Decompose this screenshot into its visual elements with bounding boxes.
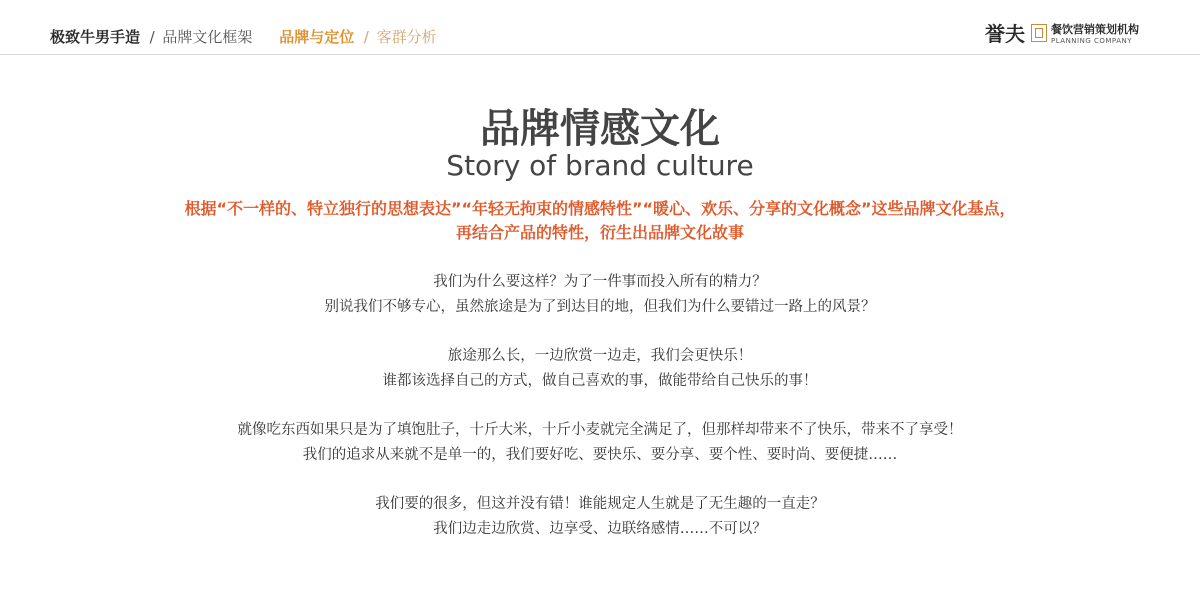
story-line: 旅途那么长，一边欣赏一边走，我们会更快乐！ bbox=[447, 348, 753, 364]
intro-line: 根据“不一样的、特立独行的思想表达”“年轻无拘束的情感特性”“暖心、欢乐、分享的文化概念”这些品牌文化基点， bbox=[184, 199, 1016, 218]
company-logo bbox=[985, 20, 1155, 50]
page-subtitle: Story of brand culture bbox=[446, 149, 754, 182]
breadcrumb bbox=[50, 27, 437, 47]
brand-name[interactable]: 极致牛男手造 bbox=[50, 28, 141, 46]
story-line: 我们为什么要这样？为了一件事而投入所有的精力？ bbox=[433, 274, 767, 290]
story-line: 我们的追求从来就不是单一的，我们要好吃、要快乐、要分享、要个性、要时尚、要便捷…… bbox=[302, 447, 898, 463]
breadcrumb-separator: / bbox=[149, 28, 155, 46]
story-line: 别说我们不够专心，虽然旅途是为了到达目的地，但我们为什么要错过一路上的风景？ bbox=[324, 299, 876, 315]
page-title: 品牌情感文化 bbox=[480, 106, 720, 152]
breadcrumb-section[interactable]: 品牌文化框架 bbox=[162, 28, 253, 46]
logo-seal-icon bbox=[1031, 24, 1047, 42]
story-paragraph bbox=[0, 492, 1200, 542]
story-paragraph bbox=[0, 270, 1200, 320]
logo-mark: 誉夫 bbox=[985, 22, 1025, 46]
story-line: 谁都该选择自己的方式，做自己喜欢的事，做能带给自己快乐的事！ bbox=[382, 373, 818, 389]
story-paragraph bbox=[0, 418, 1200, 468]
story-line: 我们要的很多，但这并没有错！谁能规定人生就是了无生趣的一直走？ bbox=[375, 496, 825, 512]
story-line: 就像吃东西如果只是为了填饱肚子，十斤大米，十斤小麦就完全满足了，但那样却带来不了快乐，带来不了享受！ bbox=[237, 422, 963, 438]
tab-customer-analysis[interactable]: 客群分析 bbox=[376, 28, 437, 46]
story-paragraph bbox=[0, 344, 1200, 394]
story-body bbox=[0, 270, 1200, 566]
logo-chinese-text: 餐饮营销策划机构 bbox=[1051, 23, 1139, 36]
logo-english-text: PLANNING COMPANY bbox=[1051, 37, 1133, 45]
intro-statement bbox=[0, 197, 1200, 245]
tab-brand-positioning[interactable]: 品牌与定位 bbox=[279, 28, 355, 46]
header-divider bbox=[0, 54, 1200, 55]
story-line: 我们边走边欣赏、边享受、边联络感情……不可以？ bbox=[433, 521, 767, 537]
breadcrumb-separator: / bbox=[363, 28, 369, 46]
intro-line: 再结合产品的特性，衍生出品牌文化故事 bbox=[455, 223, 744, 242]
header-bar bbox=[0, 0, 1200, 70]
